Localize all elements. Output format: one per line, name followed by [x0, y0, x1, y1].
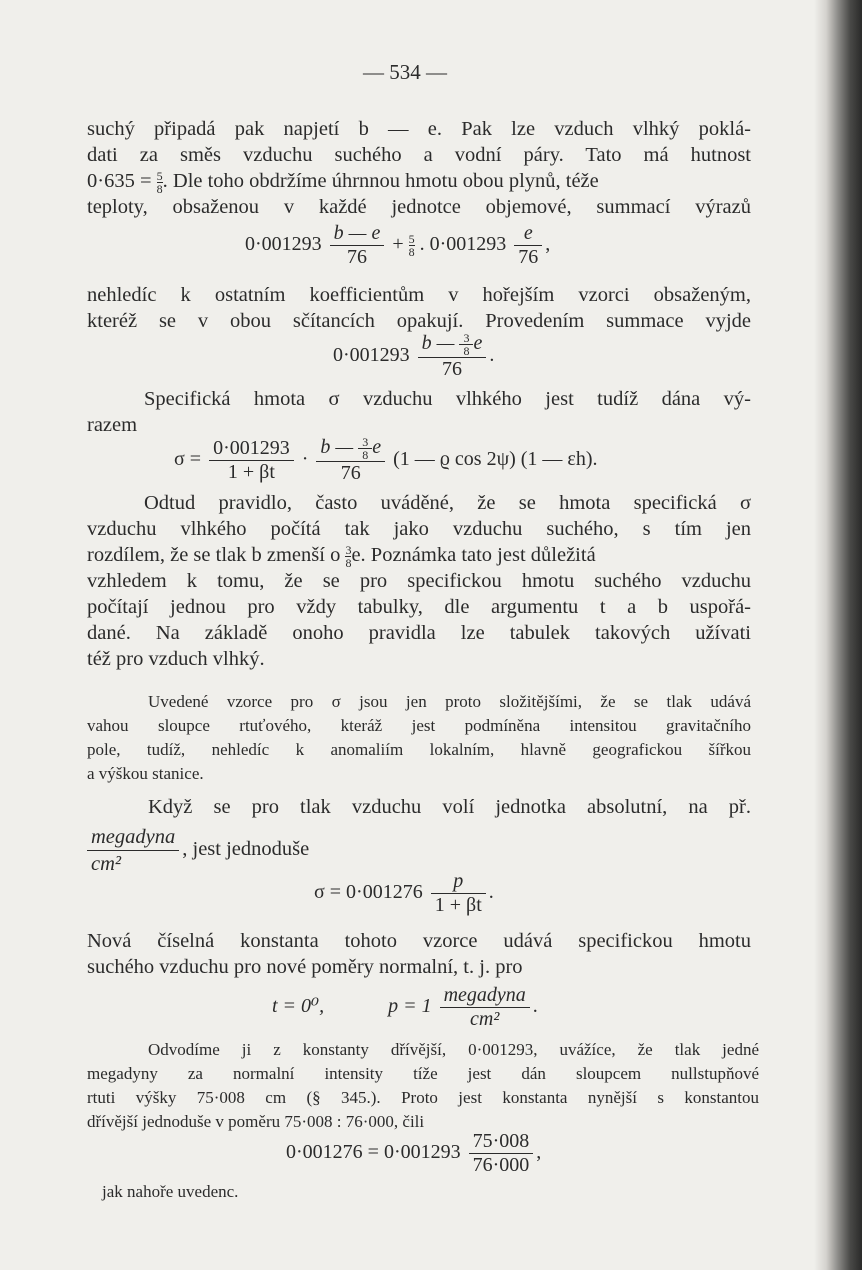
fraction-denominator: 8 — [156, 181, 163, 196]
multiplication-dot: · — [301, 448, 309, 471]
text-fragment: , jest jednoduše — [182, 838, 310, 861]
fraction-denominator: 76 — [418, 357, 487, 381]
note-line: pole, tudíž, nehledíc k anomaliím lokalním, hlavně geografickou šířkou — [87, 740, 751, 759]
fraction-numerator — [316, 436, 385, 461]
fraction-denominator: 8 — [459, 344, 473, 357]
fraction-denominator: cm² — [87, 850, 179, 877]
formula-fraction — [469, 1130, 534, 1177]
formula-term: t = 0⁰, — [272, 995, 325, 1018]
fraction-numerator: megadyna — [91, 826, 176, 848]
text-line: Když se pro tlak vzduchu volí jednotka absolutní, na př. — [148, 796, 751, 818]
text-line: Nová číselná konstanta tohoto vzorce udává specifickou hmotu — [87, 930, 751, 952]
inline-fraction — [409, 233, 415, 258]
fraction-numerator: 3 — [463, 331, 470, 345]
formula-lhs: σ = 0·001276 — [314, 881, 423, 904]
numerator-term: e — [473, 332, 483, 355]
formula-coefficient: 0·001293 — [245, 233, 322, 256]
text-line — [87, 168, 751, 195]
formula-fraction — [87, 824, 179, 877]
formula-fraction — [431, 870, 486, 917]
text-line: dati za směs vzduchu suchého a vodní páry. Tato má hutnost — [87, 144, 751, 166]
fraction-denominator: 1 + βt — [209, 460, 294, 484]
text-fragment: . Dle toho obdržíme úhrnnou hmotu obou plynů, téže — [162, 170, 599, 192]
fraction-numerator: 5 — [408, 232, 415, 246]
fraction-numerator: 5 — [156, 168, 163, 183]
formula-fraction — [316, 436, 385, 485]
text-line: teploty, obsaženou v každé jednotce objemové, summací výrazů — [87, 196, 751, 218]
formula-term: p = 1 — [388, 995, 432, 1018]
text-line: razem — [87, 414, 138, 436]
numerator-term: e — [372, 436, 382, 459]
text-line: Odtud pravidlo, často uváděné, že se hmota specifická σ — [144, 492, 751, 514]
fraction-denominator: 8 — [408, 245, 415, 259]
fraction-numerator: megadyna — [443, 984, 526, 1006]
fraction-numerator: b — e — [333, 222, 381, 244]
formula-fraction — [440, 984, 530, 1031]
text-line: nehledíc k ostatním koefficientům v hořejším vzorci obsaženým, — [87, 284, 751, 306]
note-line: dřívější jednoduše v poměru 75·008 : 76·000, čili — [87, 1112, 425, 1131]
formula-lhs: 0·001276 = 0·001293 — [286, 1141, 461, 1164]
formula-normal-conditions — [272, 984, 538, 1031]
formula-coefficient: . 0·001293 — [419, 233, 507, 256]
inline-fraction — [358, 436, 372, 461]
formula-sum — [245, 222, 550, 269]
formula-punctuation: . — [488, 881, 494, 904]
text-line: vzhledem k tomu, že se pro specifickou hmotu suchého vzduchu — [87, 570, 751, 592]
formula-sigma — [174, 436, 598, 485]
fraction-numerator: e — [523, 222, 533, 244]
fraction-denominator: 76 — [514, 245, 542, 269]
fraction-denominator: 1 + βt — [431, 893, 486, 917]
formula-absolute-unit — [314, 870, 494, 917]
fraction-denominator: 8 — [358, 448, 372, 461]
note-line: megadyny za normalní intensity tíže jest dán sloupcem nullstupňové — [87, 1064, 759, 1083]
page-number: — 534 — — [363, 60, 447, 84]
text-line: suchého vzduchu pro nové poměry normalní, t. j. pro — [87, 956, 523, 978]
note-line: rtuti výšky 75·008 cm (§ 345.). Proto jest konstanta nynější s konstantou — [87, 1088, 759, 1107]
text-fragment: e. Poznámka tato jest důležitá — [351, 544, 596, 566]
fraction-denominator: 76 — [330, 245, 385, 269]
note-line: a výškou stanice. — [87, 764, 204, 783]
formula-ratio — [286, 1130, 541, 1177]
text-line — [87, 542, 751, 569]
fraction-numerator: 3 — [345, 542, 352, 557]
fraction-numerator: p — [453, 870, 464, 892]
fraction-numerator: 3 — [362, 435, 369, 449]
formula-punctuation: . — [532, 995, 538, 1018]
formula-fraction — [330, 222, 385, 269]
text-fragment: 0·635 = — [87, 170, 152, 192]
formula-punctuation: , — [536, 1141, 542, 1164]
text-line: Specifická hmota σ vzduchu vlhkého jest tudíž dána vý- — [144, 388, 751, 410]
note-line: vahou sloupce rtuťového, kteráž jest podmíněna intensitou gravitačního — [87, 716, 751, 735]
text-line: dané. Na základě onoho pravidla lze tabulek takových užívati — [87, 622, 751, 644]
fraction-numerator — [418, 332, 487, 357]
fraction-numerator: 0·001293 — [213, 437, 290, 459]
text-line: kteréž se v obou sčítancích opakují. Provedením summace vyjde — [87, 310, 751, 332]
formula-lhs: σ = — [174, 448, 202, 471]
formula-fraction — [209, 437, 294, 484]
fraction-denominator: 76 — [316, 461, 385, 485]
text-fragment: rozdílem, že se tlak b zmenší o — [87, 544, 341, 566]
formula-fraction — [418, 332, 487, 381]
formula-coefficient: 0·001293 — [333, 344, 410, 367]
formula-punctuation: . — [489, 344, 495, 367]
fraction-numerator: 75·008 — [472, 1130, 530, 1152]
text-line: vzduchu vlhkého počítá tak jako vzduchu suchého, s tím jen — [87, 518, 751, 540]
text-line: suchý připadá pak napjetí b — e. Pak lze vzduch vlhký poklá- — [87, 118, 751, 140]
formula-punctuation: , — [545, 233, 551, 256]
fraction-denominator: 76·000 — [469, 1153, 534, 1177]
fraction-denominator: cm² — [440, 1007, 530, 1031]
formula-factors: (1 — ϱ cos 2ψ) (1 — εh). — [393, 448, 598, 471]
plus-sign: + — [392, 233, 404, 256]
text-line: počítají jednou pro vždy tabulky, dle argumentu t a b uspořá- — [87, 596, 751, 618]
inline-fraction — [459, 332, 473, 357]
numerator-term: b — — [421, 332, 455, 355]
note-line: jak nahoře uvedenc. — [102, 1182, 239, 1201]
fraction-denominator: 8 — [345, 555, 352, 570]
text-line: též pro vzduch vlhký. — [87, 648, 265, 670]
note-line: Odvodíme ji z konstanty dřívější, 0·001293, uvážíce, že tlak jedné — [148, 1040, 759, 1059]
formula-fraction — [514, 222, 542, 269]
formula-summation-result — [333, 332, 494, 381]
note-line: Uvedené vzorce pro σ jsou jen proto složitějšími, že se tlak udává — [148, 692, 751, 711]
numerator-term: b — — [320, 436, 354, 459]
